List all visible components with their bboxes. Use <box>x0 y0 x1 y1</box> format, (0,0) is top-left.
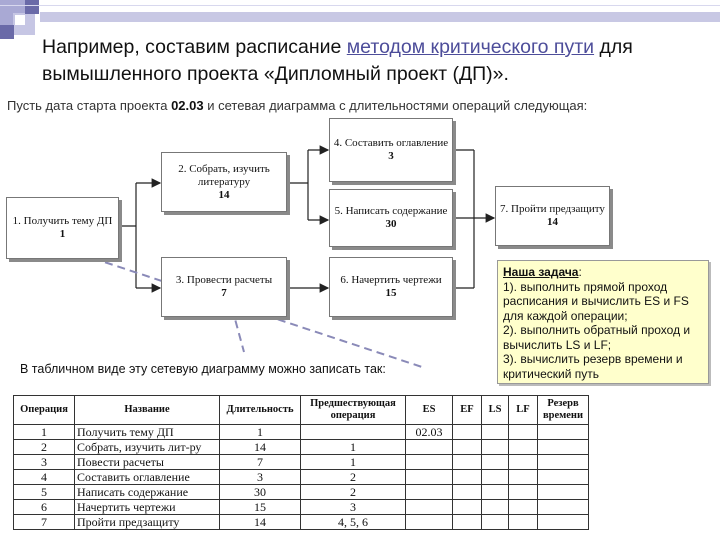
task-heading-line: Наша задача: <box>503 265 582 279</box>
node-5-name: 5. Написать содержание <box>334 205 448 217</box>
table-cell <box>509 425 538 440</box>
table-cell: 02.03 <box>406 425 453 440</box>
table-row <box>14 440 589 455</box>
task-step-2: 2). выполнить обратный проход и вычислить LS и LF; <box>503 323 691 352</box>
table-cell <box>482 470 509 485</box>
node-4-duration: 3 <box>388 150 394 162</box>
node-4 <box>329 118 453 182</box>
table-cell: 2 <box>301 470 406 485</box>
table-cell <box>509 455 538 470</box>
start-date: 02.03 <box>171 98 204 113</box>
table-cell <box>301 425 406 440</box>
table-cell <box>453 455 482 470</box>
node-7 <box>495 186 610 246</box>
node-1 <box>6 197 119 259</box>
node-1-duration: 1 <box>59 228 66 240</box>
table-cell <box>453 500 482 515</box>
table-cell <box>509 500 538 515</box>
table-cell: Написать содержание <box>75 485 220 500</box>
table-cell: Собрать, изучить лит-ру <box>75 440 220 455</box>
table-cell: 4, 5, 6 <box>301 515 406 530</box>
node-6 <box>329 257 453 317</box>
node-6-name: 6. Начертить чертежи <box>340 274 442 286</box>
table-cell: 4 <box>14 470 75 485</box>
table-cell <box>538 515 589 530</box>
node-3 <box>161 257 287 317</box>
table-cell: 1 <box>301 440 406 455</box>
table-cell <box>482 515 509 530</box>
node-2 <box>161 152 287 212</box>
table-cell: 3 <box>14 455 75 470</box>
table-cell: 3 <box>301 500 406 515</box>
table-cell <box>453 440 482 455</box>
node-4-name: 4. Составить оглавление <box>333 137 449 149</box>
table-cell <box>482 485 509 500</box>
table-cell: Получить тему ДП <box>75 425 220 440</box>
table-row <box>14 455 589 470</box>
table-cell: 30 <box>220 485 301 500</box>
col-es: ES <box>406 396 453 425</box>
table-cell: 6 <box>14 500 75 515</box>
intro-text: Пусть дата старта проекта 02.03 и сетевая диаграмма с длительностями операций следующая: <box>7 98 588 113</box>
table-header-row <box>14 396 589 425</box>
table-cell <box>482 500 509 515</box>
table-cell <box>453 425 482 440</box>
table-cell <box>406 515 453 530</box>
table-cell: 2 <box>301 485 406 500</box>
table-cell: Повести расчеты <box>75 455 220 470</box>
table-row <box>14 470 589 485</box>
col-operation: Операция <box>14 396 75 425</box>
table-cell <box>482 440 509 455</box>
task-heading: Наша задача <box>503 265 579 279</box>
slide-title: Например, составим расписание методом критического пути для вымышленного проекта «Дипломный проект (ДП)». <box>42 36 633 85</box>
table-cell <box>406 470 453 485</box>
table-cell <box>482 455 509 470</box>
table-row <box>14 515 589 530</box>
node-7-name: 7. Пройти предзащиту <box>500 203 605 215</box>
col-ls: LS <box>482 396 509 425</box>
table-cell: 7 <box>14 515 75 530</box>
table-cell: 1 <box>14 425 75 440</box>
table-cell: Составить оглавление <box>75 470 220 485</box>
table-row <box>14 500 589 515</box>
table-cell <box>482 425 509 440</box>
node-2-name: 2. Собрать, изучить литературу <box>178 162 270 188</box>
operations-table <box>13 395 589 530</box>
table-cell: 5 <box>14 485 75 500</box>
col-name: Название <box>75 396 220 425</box>
table-cell <box>406 500 453 515</box>
table-cell: Начертить чертежи <box>75 500 220 515</box>
node-1-name: 1. Получить тему ДП <box>12 215 113 227</box>
task-step-1: 1). выполнить прямой проход расписания и вычислить ES и FS для каждой операции; <box>503 279 689 323</box>
table-cell: 2 <box>14 440 75 455</box>
table-cell: 14 <box>220 440 301 455</box>
table-cell <box>538 500 589 515</box>
table-row <box>14 425 589 440</box>
table-row <box>14 485 589 500</box>
table-cell <box>509 470 538 485</box>
table-cell <box>509 515 538 530</box>
col-lf: LF <box>509 396 538 425</box>
table-cell <box>538 470 589 485</box>
col-duration: Длительность <box>220 396 301 425</box>
title-link[interactable]: методом критического пути <box>346 36 595 58</box>
col-reserve: Резерв времени <box>538 396 589 425</box>
task-step-3: 3). вычислить резерв времени и критический путь <box>503 352 683 381</box>
node-3-duration: 7 <box>221 287 227 299</box>
table-cell: 7 <box>220 455 301 470</box>
table-cell: 3 <box>220 470 301 485</box>
table-cell: 14 <box>220 515 301 530</box>
table-cell: 1 <box>220 425 301 440</box>
task-box <box>497 260 709 384</box>
table-cell <box>538 485 589 500</box>
node-3-name: 3. Провести расчеты <box>175 274 273 286</box>
table-note: В табличном виде эту сетевую диаграмму можно записать так: <box>20 362 386 376</box>
table-cell <box>406 440 453 455</box>
table-cell: 1 <box>301 455 406 470</box>
table-cell <box>453 470 482 485</box>
col-predecessor: Предшествующая операция <box>301 396 406 425</box>
table-cell <box>406 485 453 500</box>
table-cell: Пройти предзащиту <box>75 515 220 530</box>
table-cell <box>453 485 482 500</box>
table-cell <box>406 455 453 470</box>
table-cell <box>509 485 538 500</box>
node-5 <box>329 189 453 247</box>
node-2-duration: 14 <box>218 188 230 201</box>
node-5-duration: 30 <box>385 218 397 230</box>
table-cell: 15 <box>220 500 301 515</box>
table-cell <box>509 440 538 455</box>
table-cell <box>538 455 589 470</box>
table-cell <box>453 515 482 530</box>
col-ef: EF <box>453 396 482 425</box>
node-6-duration: 15 <box>385 287 397 299</box>
node-7-duration: 14 <box>547 216 558 228</box>
table-cell <box>538 440 589 455</box>
table-cell <box>538 425 589 440</box>
